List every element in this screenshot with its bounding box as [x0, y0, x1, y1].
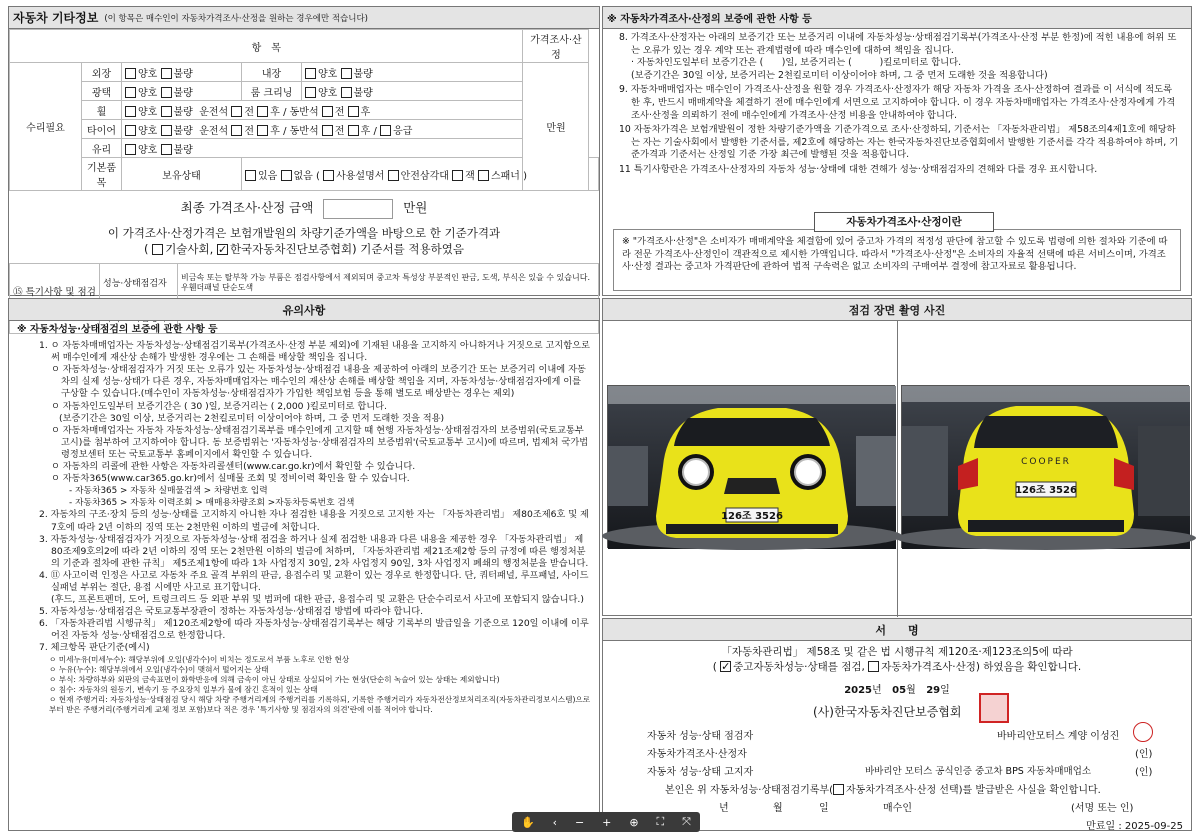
rear-car-image — [902, 386, 1190, 549]
confirm-line — [665, 781, 1101, 796]
glass-bad-checkbox[interactable] — [161, 144, 172, 155]
item-9: 9. 자동차매매업자는 매수인이 가격조사·산정을 원할 경우 가격조사·산정자가 해당 자동차 가격을 조사·산정하여 결과를 이 서식에 적도록 한 후, 반드시 매매계약을 체결하기 전에 매수인에게 서면으로 고지하여야 합니다. 이 경우 자동차매매업자는 가격조사·산정자에게 가격조사·산정을 의뢰하기 전에 매수인에게 가격조사·산정 비용을 안내하여야 합니다. — [619, 84, 1176, 121]
caution-1b: ㅇ 자동차성능·상태점검자가 거짓 또는 오류가 있는 자동차성능·상태점검 내용을 제공하여 아래의 보증기간 또는 보증거리 이내에 자동차의 실제 성능·상태가 다른 경우, 자동차매매업자는 매수인의 재산상 손해를 배상할 책임을 지며, 자동차성능·상태점검자에게 이를 구상할 수 있습니다.(매수인이 자동차성능·상태점검자가 가입한 책임보험 등을 통해 별도로 배상받는 경우는 제외) — [51, 364, 586, 400]
bad-label: 불량 — [353, 68, 373, 80]
spanner-checkbox[interactable] — [478, 170, 489, 181]
prev-icon[interactable]: ‹ — [552, 815, 558, 829]
caution-2: 2. 자동차의 구조·장치 등의 성능·상태를 고지하지 아니한 자나 점검한 내용을 거짓으로 고지한 자는 「자동차관리법」 제80조제6호 및 제7호에 따라 2년 이하의 징역 또는 2천만원 이하의 벌금에 처합니다. — [39, 509, 589, 533]
tire-d-rear[interactable] — [257, 125, 268, 136]
confirm-checkbox[interactable] — [833, 784, 844, 795]
have-label: 있음 — [258, 170, 278, 182]
holding-options: 있음 없음 ( 사용설명서 안전삼각대 잭 스패너 ) — [242, 158, 589, 191]
final-price-row — [9, 198, 599, 219]
driver-label: 운전석 — [199, 106, 229, 118]
bad-label: 불량 — [173, 68, 193, 80]
passenger-label: 동반석 — [289, 125, 319, 137]
role3-value: 바바리안 모터스 공식인증 중고차 BPS 자동차매매업소 — [865, 766, 1092, 777]
sign-year: 2025 — [844, 685, 873, 696]
inspector-seal-icon — [1133, 722, 1153, 742]
row-exterior: 외장 — [82, 63, 122, 82]
jack-checkbox[interactable] — [452, 170, 463, 181]
other-info-title: 자동차 기타정보 — [13, 11, 99, 25]
bad-label: 불량 — [173, 106, 193, 118]
good-label: 양호 — [318, 68, 338, 80]
caution-5: 5. 자동차성능·상태점검은 국토교통부장관이 정하는 자동차성능·상태점검 방법에 따라야 합니다. — [39, 606, 424, 618]
caution-1i: - 자동차365 > 자동차 이력조회 > 매매용차량조회 >자동차등록번호 검색 — [69, 498, 355, 509]
price-guarantee-body — [603, 29, 1191, 179]
caution-3: 3. 자동차성능·상태점검자가 거짓으로 자동차성능·상태 점검을 하거나 실제 점검한 내용과 다른 내용을 제공한 경우 「자동차관리법」 제80조제9호의2에 따라 2년 이하의 징역 또는 2천만원 이하의 벌금에 처하며, 「자동차관리법 제21조제2항 등의 규정에 따른 행정처분의 기준과 절차에 관한 규칙」 제5조제1항에 따라 1차 사업정지 30일, 2차 사업정지 90일, 3차 사업정지 폐쇄의 행정처분을 받습니다. — [39, 533, 589, 569]
basis-text — [9, 225, 599, 257]
role2-seal: (인) — [1135, 749, 1153, 760]
row-wheel: 휠 — [82, 101, 122, 120]
price-definition-title: 자동차가격조사·산정이란 — [814, 212, 994, 232]
spanner-label: 스패너 — [490, 170, 520, 182]
price-definition-box — [613, 216, 1181, 291]
perf-label: 성능·상태점검자 — [100, 263, 178, 302]
price-definition-text: ※ "가격조사·산정"은 소비자가 매매계약을 체결함에 있어 중고차 가격의 적정성 판단에 참고할 수 있도록 법령에 의한 절차와 기준에 따라 전문 가격조사·산정인이 객관적으로 제시한 가액입니다. 따라서 "가격조사·산정"은 소비자의 자율적 선택에 따른 서비스이며, 가격조사·산정 결과는 중고차 가격판단에 관하여 법적 구속력은 없고 소비자의 구매여부 결정에 참고자료로 활용됩니다. — [622, 236, 1168, 272]
front-label: 전 — [244, 106, 255, 118]
price-guarantee-panel — [602, 6, 1192, 296]
caution-7: 7. 체크항목 판단기준(예시) — [39, 642, 150, 654]
perf-text2: 우휀더패널 단순도색 — [181, 282, 254, 292]
room-good-checkbox[interactable] — [305, 87, 316, 98]
good-label: 양호 — [138, 144, 158, 156]
bad-label: 불량 — [173, 125, 193, 137]
caution-7-list — [39, 655, 591, 715]
basis-line2: ( 기술사회, ✓한국자동차진단보증협회) 기준서를 적용하였음 — [9, 241, 599, 257]
perf-opinion — [178, 263, 599, 302]
row-interior: 내장 — [242, 63, 302, 82]
bad-label: 불량 — [353, 87, 373, 99]
room-bad-checkbox[interactable] — [341, 87, 352, 98]
interior-bad-checkbox[interactable] — [341, 68, 352, 79]
caution-1f: ㅇ 자동차의 리콜에 관한 사항은 자동차리콜센터(www.car.go.kr)에서 확인할 수 있습니다. — [51, 461, 416, 473]
group-basic: 기본품목 — [82, 158, 122, 191]
sign-month-unit: 월 — [906, 685, 916, 696]
caution-4b: (후드, 프론트펜더, 도어, 트렁크리드 등 외판 부위 및 범퍼에 대한 판금, 용접수리 및 교환은 단순수리로서 사고에 포함되지 않습니다.) — [51, 594, 584, 606]
confirm-a: 본인은 위 자동차성능·상태점검기록부( — [665, 785, 833, 796]
sign-line1: 「자동차관리법」 제58조 및 같은 법 시행규칙 제120조·제123조의5에 따라 — [721, 646, 1073, 658]
passenger-label: 동반석 — [289, 106, 319, 118]
wheel-options: 양호 불량 운전석 전 후 / 동반석 전 후 — [122, 101, 523, 120]
viewer-toolbar — [512, 812, 700, 832]
group-repair: 수리필요 — [10, 63, 82, 191]
minus-icon[interactable]: − — [574, 815, 585, 829]
sign-day-unit: 일 — [940, 685, 950, 696]
signature-header: 서 명 — [603, 619, 1191, 641]
price-manwon: 만원 — [523, 63, 589, 191]
wheel-d-rear[interactable] — [257, 106, 268, 117]
basis-line1: 이 가격조사·산정가격은 보험개발원의 차량기준가액을 바탕으로 한 기준가격과 — [107, 225, 501, 240]
row-gloss: 광택 — [82, 82, 122, 101]
front-car-image — [608, 386, 896, 549]
caution-panel — [8, 298, 600, 831]
other-info-table — [9, 29, 599, 191]
role2-label: 자동차가격조사·산정자 — [647, 749, 747, 760]
glass-options — [122, 139, 523, 158]
front-label: 전 — [244, 125, 255, 137]
sign-day: 29 — [926, 685, 941, 696]
role3-label: 자동차 성능·상태 고지자 — [647, 767, 754, 778]
tire-d-front[interactable] — [231, 125, 242, 136]
org-seal-icon — [979, 693, 1009, 723]
item-8b: · 자동차인도일부터 보증기간은 ( )일, 보증거리는 ( )킬로미터로 합니다. — [631, 57, 962, 69]
buyer-year: 년 — [719, 803, 729, 814]
bad-label: 불량 — [173, 144, 193, 156]
glass-good-checkbox[interactable] — [125, 144, 136, 155]
good-label: 양호 — [138, 125, 158, 137]
caution-7a: ㅇ 미세누유(미세누수): 해당부위에 오일(냉각수)이 비치는 정도로서 부품 노후로 인한 현상 — [49, 654, 350, 664]
confirm-b: 자동차가격조사·산정 선택)를 발급받은 사실을 확인합니다. — [846, 785, 1101, 796]
photo-divider — [897, 321, 898, 617]
exterior-good-checkbox[interactable] — [125, 68, 136, 79]
price-guarantee-title: ※ 자동차가격조사·산정의 보증에 관한 사항 등 — [603, 7, 1191, 29]
plus-icon[interactable]: + — [602, 815, 612, 829]
exterior-bad-checkbox[interactable] — [161, 68, 172, 79]
other-info-note: (이 항목은 매수인이 자동차가격조사·산정을 원하는 경우에만 적습니다) — [104, 13, 368, 24]
rear-badge-text: COOPER — [1021, 457, 1071, 467]
tire-p-rear[interactable] — [348, 125, 359, 136]
other-info-header — [9, 7, 599, 29]
item-8c: (보증기간은 30일 이상, 보증거리는 2천킬로미터 이상이어야 하며, 그 중 먼저 도래한 것을 적용합니다) — [631, 69, 1048, 81]
other-info-panel — [8, 6, 600, 296]
item-11: 11 특기사항란은 가격조사·산정자의 자동차 성능·상태에 대한 견해가 성능·상태점검자의 견해와 다를 경우 표시합니다. — [619, 163, 1098, 175]
exterior-options — [122, 63, 242, 82]
col-price: 가격조사·산정 — [523, 30, 589, 63]
rear-label: 후 — [270, 106, 280, 118]
tech-society-checkbox[interactable] — [152, 244, 163, 255]
gloss-options — [122, 82, 242, 101]
tire-emergency[interactable] — [380, 125, 391, 136]
perf-text1: 비금속 또는 탈부착 가능 부품은 점검사항에서 제외되며 중고차 특성상 부분적인 판금, 도색, 부식은 있을 수 있습니다. — [181, 272, 590, 282]
caution-header: 유의사항 — [9, 299, 599, 321]
caution-7e: ㅇ 현재 주행거리: 자동차성능·상태점검 당시 해당 차량 주행거리계의 주행거리를 기록하되, 기록한 주행거리가 자동차전산정보처리조직(자동차관리정보시스템)으로부터 받은 주행거리(주행거리계 교체 정보 포함)보다 적은 경우 '특기사항 및 점검자의 의견'란에 이를 적어야 합니다. — [49, 694, 591, 714]
caution-1h: - 자동차365 > 자동차 실매물검색 > 차량번호 입력 — [69, 486, 268, 497]
role3-seal: (인) — [1135, 767, 1153, 778]
caution-7b: ㅇ 누유(누수): 해당부위에서 오일(냉각수)이 맺혀서 떨어지는 상태 — [49, 664, 269, 674]
bad-label: 불량 — [173, 87, 193, 99]
row-room-cleaning: 룸 크리닝 — [242, 82, 302, 101]
wheel-d-front[interactable] — [231, 106, 242, 117]
basis-tail: ) 기준서를 적용하였음 — [352, 241, 464, 256]
role1-label: 자동차 성능·상태 점검자 — [647, 731, 754, 742]
tire-good-checkbox[interactable] — [125, 125, 136, 136]
buyer-day: 일 — [819, 803, 829, 814]
buyer-month: 월 — [773, 803, 783, 814]
final-price-input[interactable] — [323, 199, 393, 219]
expiry-date: 만료일 : 2025-09-25 — [1086, 821, 1183, 832]
wheel-p-rear[interactable] — [348, 106, 359, 117]
manual-label: 사용설명서 — [336, 170, 385, 182]
sign-month: 05 — [892, 685, 907, 696]
price-check-checkbox[interactable] — [868, 661, 879, 672]
good-label: 양호 — [138, 87, 158, 99]
tire-bad-checkbox[interactable] — [161, 125, 172, 136]
caution-1d: (보증기간은 30일 이상, 보증거리는 2천킬로미터 이상이어야 하며, 그 중 먼저 도래한 것을 적용) — [59, 412, 445, 424]
rear-plate-text: 126조 3526 — [1015, 485, 1077, 496]
caution-1a: 1. ㅇ 자동차매매업자는 자동차성능·상태점검기록부(가격조사·산정 부분 제외)에 기재된 내용을 고지하지 아니하거나 거짓으로 고지함으로써 매수인에게 재산상 손해가 발생한 경우에는 그 손해를 배상할 책임을 집니다. — [39, 340, 590, 364]
row-glass: 유리 — [82, 139, 122, 158]
sign-org: (사)한국자동차진단보증협회 — [813, 705, 962, 719]
good-label: 양호 — [138, 68, 158, 80]
caution-7c: ㅇ 부식: 차량하부와 외판의 금속표면이 화학반응에 의해 금속이 아닌 상태로 상실되어 가는 현상(단순히 녹슬어 있는 상태는 제외합니다) — [49, 674, 500, 684]
front-label: 전 — [334, 125, 345, 137]
good-label: 양호 — [138, 106, 158, 118]
caution-1c: ㅇ 자동차인도일부터 보증기간은 ( 30 )일, 보증거리는 ( 2,000 )킬로미터로 합니다. — [51, 400, 387, 412]
interior-options — [302, 63, 523, 82]
item-10: 10 자동차가격은 보험개발원이 정한 차량기준가액을 기준가격으로 조사·산정하되, 기준서는 「자동차관리법」 제58조의4제1호에 해당하는 자는 기술사회에서 발행한 기준서를, 제2호에 해당하는 자는 한국자동차진단보증협회에서 발행한 기준서를 각각 적용하여야 하며, 기준가격과 기준서는 산정일 기준 가장 최근에 발행된 것을 적용합니다. — [619, 124, 1179, 161]
perf-check-label: 중고자동차성능·상태를 점검, — [733, 661, 865, 673]
jack-label: 잭 — [465, 170, 475, 182]
front-label: 전 — [334, 106, 345, 118]
front-plate-text: 126조 3526 — [721, 511, 783, 522]
holding-have-checkbox[interactable] — [245, 170, 256, 181]
signature-statement — [603, 645, 1191, 675]
caution-1g: ㅇ 자동차365(www.car365.go.kr)에서 실매물 조회 및 정비이력 확인을 할 수 있습니다. — [51, 473, 410, 485]
special-label: ⑮ 특기사항 및 점검 — [10, 263, 100, 333]
rear-label: 후 — [360, 125, 371, 137]
item-8a: 8. 가격조사·산정자는 아래의 보증기간 또는 보증거리 이내에 자동차성능·상태점검기록부(가격조사·산정 부분 한정)에 적힌 내용에 허위 또는 오류가 있는 경우 계약 또는 관계법령에 따라 매수인에 대하여 책임을 집니다. — [619, 32, 1177, 56]
interior-good-checkbox[interactable] — [305, 68, 316, 79]
fit-icon[interactable]: ⛶ — [656, 815, 665, 828]
final-price-unit: 만원 — [403, 200, 428, 215]
gloss-bad-checkbox[interactable] — [161, 87, 172, 98]
manual-checkbox[interactable] — [323, 170, 334, 181]
gloss-good-checkbox[interactable] — [125, 87, 136, 98]
sign-line2: ( ✓중고자동차성능·상태를 점검, 자동차가격조사·산정) 하였음을 확인합니다. — [603, 660, 1191, 675]
tech-society-label: 기술사회 — [165, 241, 210, 256]
row-tire: 타이어 — [82, 120, 122, 139]
kadwa-label: 한국자동차진단보증협회 — [229, 241, 353, 256]
good-label: 양호 — [318, 87, 338, 99]
sign-date — [603, 681, 1191, 696]
row-holding: 보유상태 — [122, 158, 242, 191]
photo-panel — [602, 298, 1192, 616]
fullscreen-icon[interactable]: ⤧ — [682, 815, 691, 828]
rear-label: 후 — [360, 106, 371, 118]
front-photo[interactable] — [607, 385, 895, 548]
caution-4: 4. ⑪ 사고이력 인정은 사고로 자동차 주요 골격 부위의 판금, 용접수리 및 교환이 있는 경우로 한정합니다. 단, 쿼터패널, 루프패널, 사이드실패널 부위는 절단, 용접 시에만 사고로 표기합니다. — [39, 569, 589, 593]
photo-header: 점검 장면 촬영 사진 — [603, 299, 1191, 321]
rotate-icon[interactable]: ⊕ — [629, 815, 639, 829]
buyer-label: 매수인 — [883, 803, 912, 814]
holding-none-checkbox[interactable] — [281, 170, 292, 181]
hand-icon[interactable]: ✋ — [520, 815, 535, 829]
final-price-label: 최종 가격조사·산정 금액 — [180, 200, 314, 215]
triangle-label: 안전삼각대 — [400, 170, 449, 182]
kadwa-checkbox[interactable] — [217, 244, 228, 255]
wheel-p-front[interactable] — [322, 106, 333, 117]
triangle-checkbox[interactable] — [388, 170, 399, 181]
perf-check-checkbox[interactable] — [720, 661, 731, 672]
caution-body — [9, 321, 599, 715]
role1-value: 바바리안모터스 계양 이성진 — [997, 731, 1120, 742]
tire-options: 양호 불량 운전석 전 후 / 동반석 전 후 / 응급 — [122, 120, 523, 139]
caution-list — [17, 340, 591, 714]
caution-6: 6. 「자동차관리법 시행규칙」 제120조제2항에 따라 자동차성능·상태점검기록부는 해당 기록부의 발급일을 기준으로 120일 이내에 이루어진 자동차 성능·상태점검으로 한정합니다. — [39, 618, 589, 642]
caution-title: ※ 자동차성능·상태점검의 보증에 관한 사항 등 — [17, 324, 218, 335]
wheel-bad-checkbox[interactable] — [161, 106, 172, 117]
buyer-sign: (서명 또는 인) — [1071, 803, 1134, 814]
caution-7d: ㅇ 침수: 자동차의 원동기, 변속기 등 주요장치 일부가 물에 잠긴 흔적이 있는 상태 — [49, 684, 318, 694]
price-check-label: 자동차가격조사·산정) 하였음을 확인합니다. — [881, 661, 1082, 673]
room-options — [302, 82, 523, 101]
wheel-good-checkbox[interactable] — [125, 106, 136, 117]
sign-year-unit: 년 — [872, 685, 882, 696]
rear-label: 후 — [270, 125, 280, 137]
caution-1e: ㅇ 자동차매매업자는 자동차 자동차성능·상태점검기록부를 매수인에게 고지할 때 현행 자동차성능·상태점검자의 보증범위(국토교통부 고시)를 첨부하여 고지하여야 합니다. 동 보증범위는 '자동차성능·상태점검자의 보증범위'(국토교통부 고시)에 따르며, 법제처 국가법령정보센터 또는 국토교통부 홈페이지에서 확인할 수 있습니다. — [51, 424, 589, 460]
driver-label: 운전석 — [199, 125, 229, 137]
none-label: 없음 — [293, 170, 313, 182]
emergency-label: 응급 — [393, 125, 413, 137]
rear-photo[interactable] — [901, 385, 1189, 548]
col-item: 항 목 — [10, 30, 523, 63]
tire-p-front[interactable] — [322, 125, 333, 136]
signature-panel — [602, 618, 1192, 831]
